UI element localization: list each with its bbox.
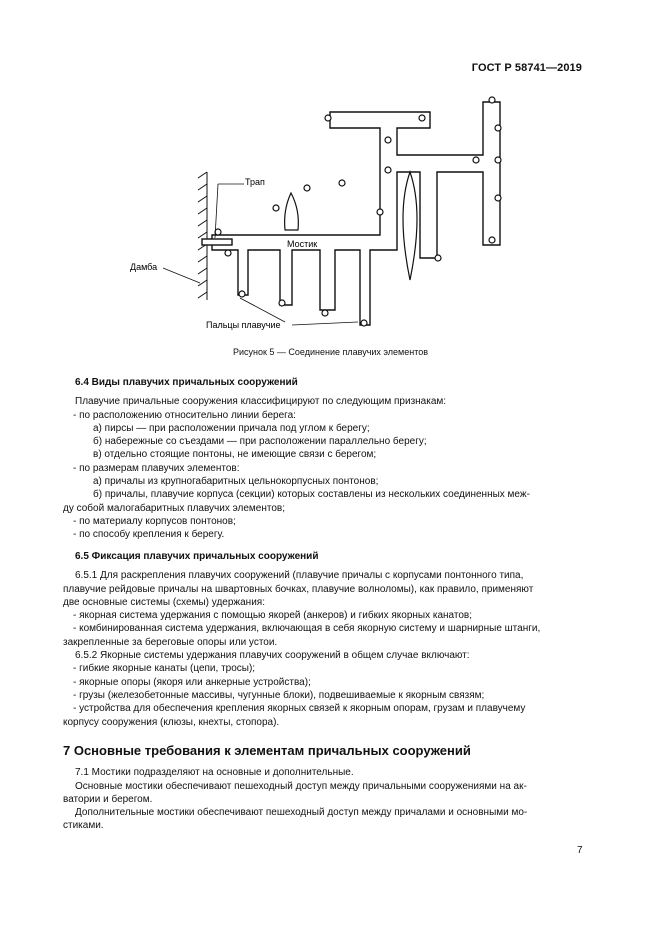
list-item: - гибкие якорные канаты (цепи, тросы);	[73, 663, 256, 675]
paragraph: закрепленные за береговые опоры или устои.	[63, 636, 278, 648]
list-item: - по расположению относительно линии берега:	[73, 409, 296, 421]
list-item: - якорные опоры (якоря или анкерные устройства);	[73, 676, 311, 688]
list-item: - комбинированная система удержания, включающая в себя якорную систему и шарнирные штанги,	[73, 623, 541, 635]
section-6-4-title: 6.4 Виды плавучих причальных сооружений	[75, 377, 298, 388]
paragraph: две основные системы (схемы) удержания:	[63, 596, 265, 608]
section-6-5-title: 6.5 Фиксация плавучих причальных сооружений	[75, 551, 319, 562]
list-item: б) набережные со съездами — при расположении параллельно берегу;	[93, 436, 427, 448]
paragraph: Основные мостики обеспечивают пешеходный доступ между причальными сооружениями на ак-	[75, 780, 527, 792]
dam-hatching	[198, 172, 207, 300]
list-item: - якорная система удержания с помощью якорей (анкеров) и гибких якорных канатов;	[73, 610, 473, 622]
label-trap: Трап	[245, 177, 265, 187]
pontoon-outline	[212, 102, 500, 325]
section-6-4	[63, 376, 583, 542]
list-item: - грузы (железобетонные массивы, чугунные блоки), подвешиваемые к якорным связям;	[73, 689, 485, 701]
figure-caption: Рисунок 5 — Соединение плавучих элементов	[232, 347, 429, 357]
section-7-title: 7 Основные требования к элементам причальных сооружений	[63, 743, 471, 758]
label-mostik: Мостик	[287, 239, 318, 249]
boat-large	[403, 172, 417, 280]
document-id: ГОСТ Р 58741—2019	[471, 62, 582, 74]
list-item: - по размерам плавучих элементов:	[73, 462, 240, 474]
trap-gangway	[202, 239, 232, 245]
page-number: 7	[577, 845, 583, 856]
list-item: - устройства для обеспечения крепления якорных связей к якорным опорам, грузам и плавучему	[73, 703, 526, 715]
paragraph: 6.5.2 Якорные системы удержания плавучих сооружений в общем случае включают:	[75, 650, 470, 662]
paragraph: 7.1 Мостики подразделяют на основные и дополнительные.	[75, 767, 354, 779]
list-item: а) пирсы — при расположении причала под углом к берегу;	[93, 422, 370, 434]
paragraph: Дополнительные мостики обеспечивают пешеходный доступ между причалами и основными мо-	[75, 807, 528, 819]
buoys	[215, 97, 501, 326]
list-item: - по материалу корпусов понтонов;	[73, 515, 236, 527]
paragraph: ду собой малогабаритных плавучих элементов;	[63, 502, 285, 514]
paragraph: плавучие рейдовые причалы на швартовных бочках, плавучие волноломы), как правило, применяют	[63, 583, 534, 595]
paragraph: 6.5.1 Для раскрепления плавучих сооружений (плавучие причалы с корпусами понтонного типа,	[75, 570, 524, 582]
list-item: б) причалы, плавучие корпуса (секции) которых составлены из нескольких соединенных меж-	[93, 489, 530, 501]
paragraph: стиками.	[63, 820, 104, 832]
section-6-5	[63, 550, 583, 729]
list-item: в) отдельно стоящие понтоны, не имеющие связи с берегом;	[93, 449, 377, 461]
list-item: - по способу крепления к берегу.	[73, 529, 225, 541]
paragraph: ватории и берегом.	[63, 793, 153, 805]
paragraph: Плавучие причальные сооружения классифицируют по следующим признакам:	[75, 396, 447, 408]
boat-small	[285, 193, 299, 230]
list-item: а) причалы из крупногабаритных цельнокорпусных понтонов;	[93, 476, 379, 488]
paragraph: корпусу сооружения (клюзы, кнехты, стопора).	[63, 716, 280, 728]
figure-floating-connection	[0, 0, 661, 345]
section-7	[63, 743, 583, 833]
label-paltsy: Пальцы плавучие	[206, 320, 281, 330]
label-damba: Дамба	[130, 262, 158, 272]
